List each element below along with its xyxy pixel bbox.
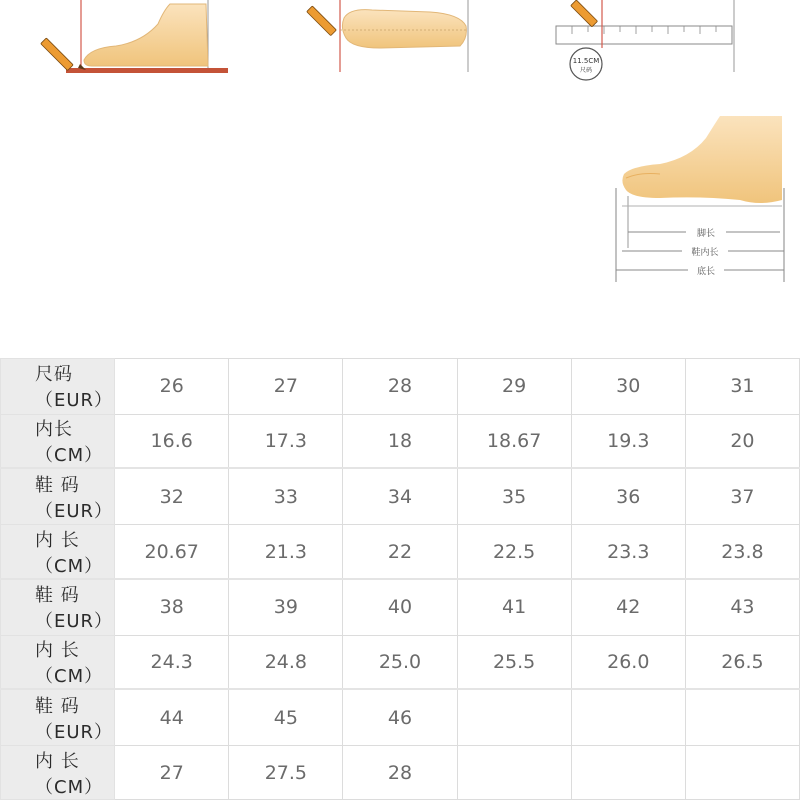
table-row-length xyxy=(1,635,800,689)
table-cell: 36 xyxy=(571,468,685,524)
table-row-length xyxy=(1,414,800,468)
table-cell-empty xyxy=(457,746,571,800)
table-cell: 16.6 xyxy=(115,414,229,468)
step3-ruler-figure xyxy=(556,0,734,80)
table-row-size xyxy=(1,359,800,415)
table-cell: 46 xyxy=(343,689,457,745)
pencil-icon xyxy=(307,6,337,36)
table-cell: 20.67 xyxy=(115,525,229,579)
table-cell: 32 xyxy=(115,468,229,524)
table-cell: 27.5 xyxy=(229,746,343,800)
table-cell: 28 xyxy=(343,359,457,415)
row-label: 内长（CM） xyxy=(1,414,115,468)
pencil-icon xyxy=(571,0,598,27)
table-cell: 19.3 xyxy=(571,414,685,468)
legend-foot-length: 脚长 xyxy=(696,229,716,239)
table-cell: 26.5 xyxy=(685,635,799,689)
table-cell: 26 xyxy=(115,359,229,415)
pencil-icon xyxy=(41,38,86,71)
table-cell: 27 xyxy=(229,359,343,415)
table-cell: 42 xyxy=(571,579,685,635)
row-label: 内 长（CM） xyxy=(1,635,115,689)
foot-measurement-illustration xyxy=(0,0,800,330)
table-cell: 20 xyxy=(685,414,799,468)
table-row-length xyxy=(1,525,800,579)
table-cell: 26.0 xyxy=(571,635,685,689)
table-cell: 30 xyxy=(571,359,685,415)
table-cell: 38 xyxy=(115,579,229,635)
table-cell: 21.3 xyxy=(229,525,343,579)
table-cell: 45 xyxy=(229,689,343,745)
table-cell-empty xyxy=(685,689,799,745)
table-cell: 44 xyxy=(115,689,229,745)
size-chart-table xyxy=(0,358,800,800)
table-cell-empty xyxy=(571,689,685,745)
table-cell: 24.3 xyxy=(115,635,229,689)
table-cell: 31 xyxy=(685,359,799,415)
row-label: 鞋 码（EUR） xyxy=(1,579,115,635)
legend-shoe-inner-length: 鞋内长 xyxy=(691,248,719,258)
table-cell: 28 xyxy=(343,746,457,800)
table-cell: 27 xyxy=(115,746,229,800)
table-cell: 25.5 xyxy=(457,635,571,689)
table-cell-empty xyxy=(685,746,799,800)
table-cell-empty xyxy=(457,689,571,745)
table-cell: 23.3 xyxy=(571,525,685,579)
step2-top-foot-figure xyxy=(307,0,468,72)
row-label: 内 长（CM） xyxy=(1,746,115,800)
table-cell: 33 xyxy=(229,468,343,524)
table-row-length xyxy=(1,746,800,800)
row-label: 鞋 码（EUR） xyxy=(1,689,115,745)
table-cell: 35 xyxy=(457,468,571,524)
table-cell: 43 xyxy=(685,579,799,635)
row-label: 内 长（CM） xyxy=(1,525,115,579)
table-cell: 18.67 xyxy=(457,414,571,468)
table-cell: 23.8 xyxy=(685,525,799,579)
table-cell: 18 xyxy=(343,414,457,468)
table-cell: 37 xyxy=(685,468,799,524)
table-cell: 25.0 xyxy=(343,635,457,689)
legend-sole-length: 底长 xyxy=(696,267,716,277)
ruler-badge-caption: 尺码 xyxy=(579,67,593,74)
table-cell: 22 xyxy=(343,525,457,579)
ruler-badge-measure: 11.5CM xyxy=(572,57,600,65)
table-row-size xyxy=(1,579,800,635)
row-label: 尺码（EUR） xyxy=(1,359,115,415)
step1-side-foot-figure xyxy=(41,0,228,73)
table-cell: 17.3 xyxy=(229,414,343,468)
table-cell-empty xyxy=(571,746,685,800)
row-label: 鞋 码（EUR） xyxy=(1,468,115,524)
foot-length-diagram xyxy=(616,116,784,282)
table-row-size xyxy=(1,468,800,524)
table-cell: 40 xyxy=(343,579,457,635)
table-cell: 24.8 xyxy=(229,635,343,689)
table-cell: 29 xyxy=(457,359,571,415)
table-row-size xyxy=(1,689,800,745)
table-cell: 39 xyxy=(229,579,343,635)
table-cell: 34 xyxy=(343,468,457,524)
table-cell: 41 xyxy=(457,579,571,635)
table-cell: 22.5 xyxy=(457,525,571,579)
